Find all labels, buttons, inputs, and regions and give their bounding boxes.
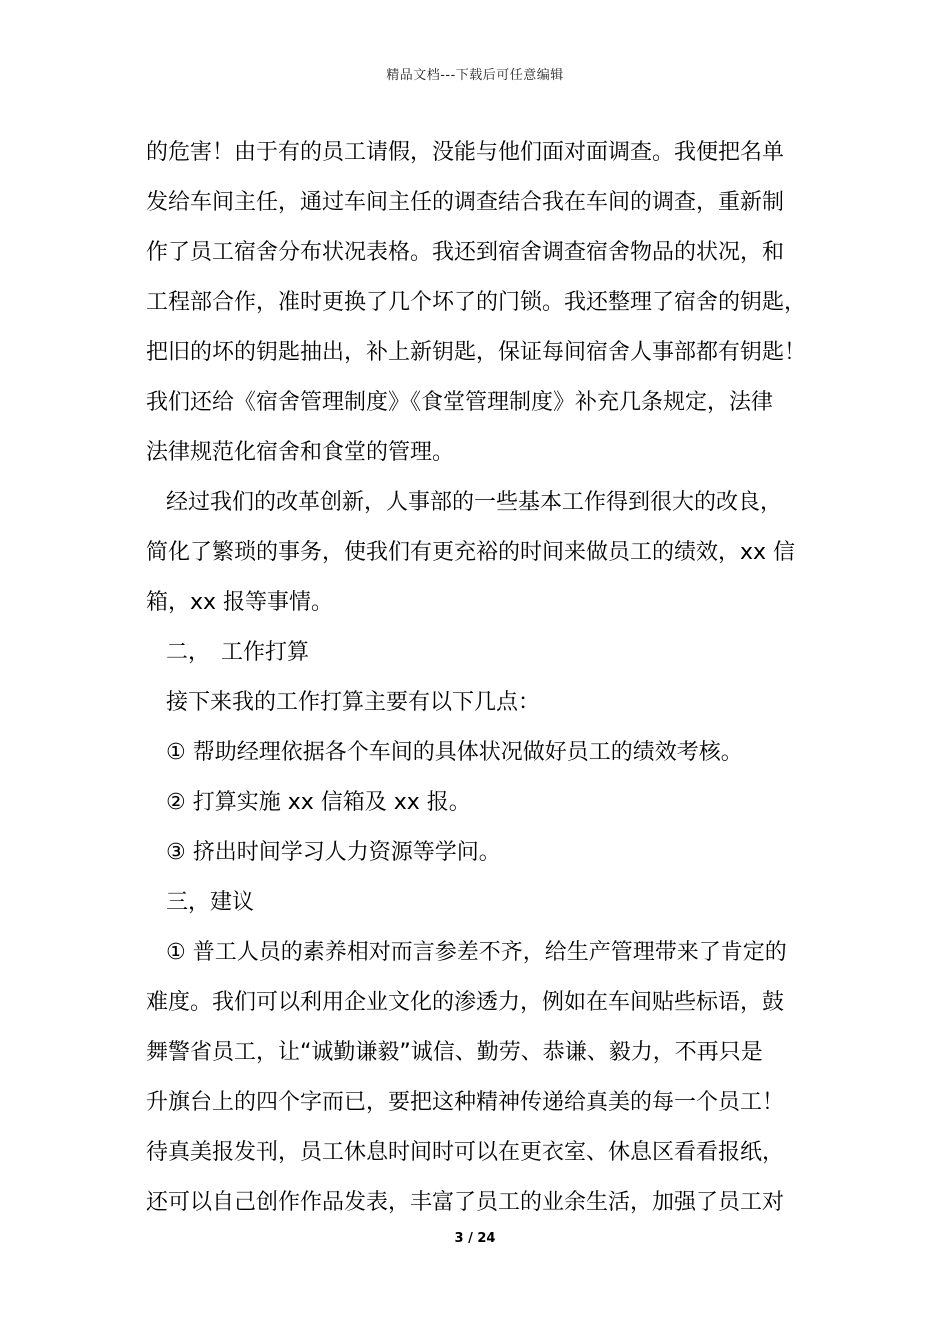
body-text	[146, 128, 816, 1228]
section-heading-suggestions: 三，建议	[166, 890, 255, 915]
paragraph-start-line: 经过我们的改革创新，人事部的一些基本工作得到很大的改良，	[166, 490, 783, 515]
page-header: 精品文档---下载后可任意编辑	[386, 68, 564, 83]
text-line: 难度。我们可以利用企业文化的渗透力，例如在车间贴些标语，鼓	[146, 990, 785, 1015]
text-line: 的危害！由于有的员工请假，没能与他们面对面调查。我便把名单	[146, 140, 785, 165]
text-line: 法律规范化宿舍和食堂的管理。	[146, 440, 455, 465]
list-item: ③ 挤出时间学习人力资源等学问。	[166, 840, 501, 865]
list-item: ① 帮助经理依据各个车间的具体状况做好员工的绩效考核。	[166, 740, 743, 765]
page-number: 3 / 24	[454, 1231, 496, 1246]
list-item: ② 打算实施 xx 信箱及 xx 报。	[166, 790, 471, 815]
text-line: 工程部合作，准时更换了几个坏了的门锁。我还整理了宿舍的钥匙，	[146, 290, 807, 315]
text-line: 升旗台上的四个字而已，要把这种精神传递给真美的每一个员工！	[146, 1090, 785, 1115]
list-item: ① 普工人员的素养相对而言参差不齐，给生产管理带来了肯定的	[166, 940, 787, 965]
text-line: 我们还给《宿舍管理制度》《食堂管理制度》补充几条规定，法律	[146, 390, 774, 415]
text-line: 还可以自己创作作品发表，丰富了员工的业余生活，加强了员工对	[146, 1190, 785, 1215]
text-line: 把旧的坏的钥匙抽出，补上新钥匙，保证每间宿舍人事部都有钥匙！	[146, 340, 807, 365]
section-heading-plan: 二， 工作打算	[166, 640, 310, 665]
text-line: 舞警省员工，让“诚勤谦毅”诚信、勤劳、恭谦、毅力，不再只是	[146, 1040, 763, 1065]
text-line: 接下来我的工作打算主要有以下几点：	[166, 690, 541, 715]
text-line: 箱，xx 报等事情。	[146, 590, 334, 615]
text-line: 发给车间主任，通过车间主任的调查结合我在车间的调查，重新制	[146, 190, 785, 215]
text-line: 简化了繁琐的事务，使我们有更充裕的时间来做员工的绩效，xx 信	[146, 540, 796, 565]
text-line: 待真美报发刊，员工休息时间时可以在更衣室、休息区看看报纸，	[146, 1140, 785, 1165]
text-line: 作了员工宿舍分布状况表格。我还到宿舍调查宿舍物品的状况，和	[146, 240, 785, 265]
